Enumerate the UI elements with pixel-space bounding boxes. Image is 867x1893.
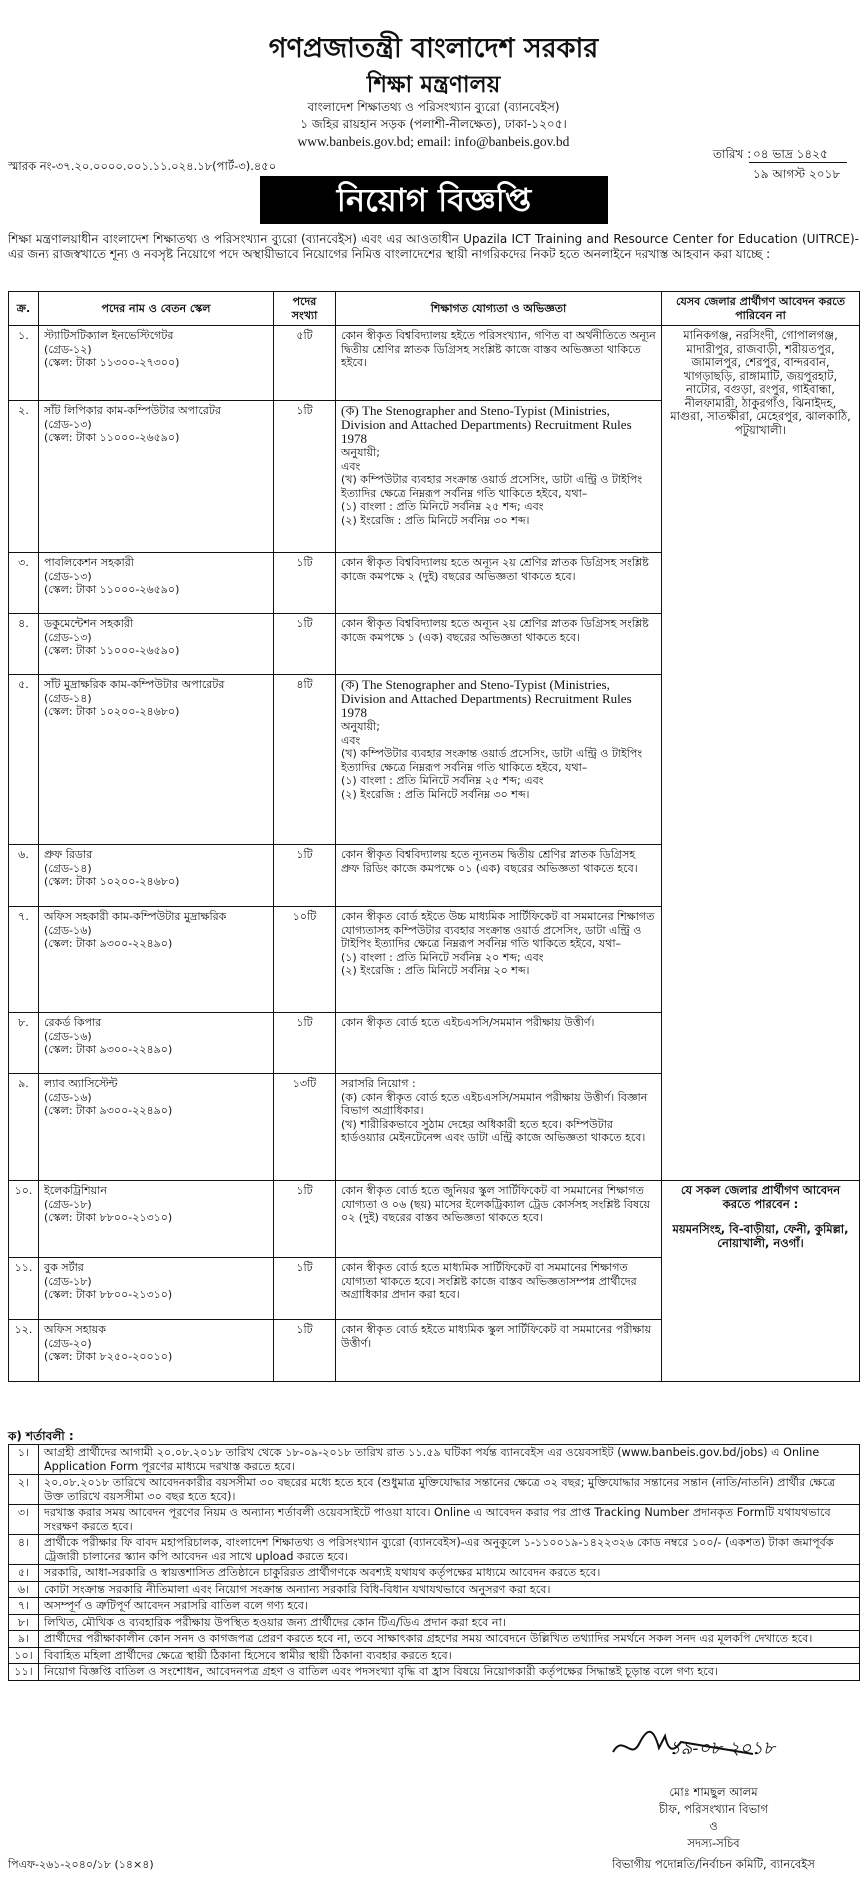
date-label: তারিখ : [713, 147, 752, 161]
condition-row [9, 1631, 860, 1648]
post-grade: (গ্রেড-১৩) [44, 630, 92, 644]
qualification: কোন স্বীকৃত বিশ্ববিদ্যালয় হতে ন্যূনতম দ্বিতীয় শ্রেণির স্নাতক ডিগ্রিসহ প্রুফ রিডিং কাজে কমপক্ষে ০১ (এক) বছরের অভিজ্ঞতা থাকতে হবে। [336, 845, 662, 907]
condition-text: নিয়োগ বিজ্ঞপ্তি বাতিল ও সংশোধন, আবেদনপত্র গ্রহণ ও বাতিল এবং পদসংখ্যা বৃদ্ধি বা হ্রাস বিষয়ে নিয়োগকারী কর্তৃপক্ষের সিদ্ধান্তই চূড়ান্ত বলে গণ্য হবে। [39, 1664, 860, 1681]
serial: ৯. [9, 1074, 39, 1181]
serial: ২. [9, 401, 39, 553]
post-count: ১টি [274, 1181, 336, 1258]
condition-number: ৯। [9, 1631, 39, 1648]
condition-number: ১০। [9, 1647, 39, 1664]
qual-line: (২) ইংরেজি : প্রতি মিনিটে সর্বনিম্ন ২০ শব্দ। [341, 964, 530, 977]
serial: ১. [9, 326, 39, 401]
post-grade: (গ্রেড-১৪) [44, 861, 92, 875]
post-name: ইলেকট্রিশিয়ান [44, 1184, 107, 1197]
bureau-address: ১ জহির রায়হান সড়ক (পলাশী-নীলক্ষেত), ঢাকা-১২০৫। [300, 117, 567, 131]
bureau-name: বাংলাদেশ শিক্ষাতথ্য ও পরিসংখ্যান ব্যুরো (ব্যানবেইস) [307, 100, 560, 114]
post-grade: (গ্রেড-১৮) [44, 1197, 92, 1211]
post-scale: (স্কেল: টাকা ৯৩০০-২২৪৯০) [44, 1104, 173, 1117]
post-name: অফিস সহায়ক [44, 1323, 106, 1336]
post-grade: (গ্রেড-১৮) [44, 1274, 92, 1288]
qual-line: সরাসরি নিয়োগ : [341, 1077, 416, 1090]
post-cell [39, 675, 274, 845]
signatory-committee: বিভাগীয় পদোন্নতি/নির্বাচন কমিটি, ব্যানবেইস [612, 1857, 815, 1871]
post-grade: (গ্রেড-১৩) [44, 569, 92, 583]
post-count: ১টি [274, 553, 336, 614]
qualification: কোন স্বীকৃত বোর্ড হতে জুনিয়র স্কুল সার্টিফিকেট বা সমমানের শিক্ষাগত যোগ্যতা ও ০৬ (ছয়) মাসের ইলেকট্রিক্যাল ট্রেড কোর্সসহ সংশ্লিষ্ট বিষয়ে ০২ (দুই) বছরের বাস্তব অভিজ্ঞতা থাকতে হবে। [336, 1181, 662, 1258]
post-count: ১টি [274, 1320, 336, 1382]
col-count: পদের সংখ্যা [274, 292, 336, 326]
serial: ৭. [9, 907, 39, 1013]
post-scale: (স্কেল: টাকা ১১০০০-২৬৫৯০) [44, 583, 180, 596]
condition-text: লিখিত, মৌখিক ও ব্যবহারিক পরীক্ষায় উপস্থিত হওয়ার জন্য প্রার্থীদের কোন টিএ/ডিএ প্রদান করা হবে না। [39, 1614, 860, 1631]
qual-line: (১) বাংলা : প্রতি মিনিটে সর্বনিম্ন ২৫ শব্দ; এবং [341, 500, 544, 513]
condition-row [9, 1445, 860, 1475]
serial: ১১. [9, 1258, 39, 1320]
post-scale: (স্কেল: টাকা ৮২৫০-২০০১০) [44, 1350, 173, 1363]
post-scale: (স্কেল: টাকা ১১০০০-২৬৫৯০) [44, 431, 180, 444]
post-cell [39, 1181, 274, 1258]
post-cell [39, 401, 274, 553]
post-count: ১টি [274, 401, 336, 553]
condition-number: ৬। [9, 1581, 39, 1598]
post-scale: (স্কেল: টাকা ১১৩০০-২৭৩০০) [44, 356, 180, 369]
condition-text: ২০.০৮.২০১৮ তারিখে আবেদনকারীর বয়সসীমা ৩০ বছরের মধ্যে হতে হবে (শুধুমাত্র মুক্তিযোদ্ধার সন্তানের ক্ষেত্রে ৩২ বছর; মুক্তিযোদ্ধার সন্তানের সন্তান (নাতি/নাতনি) প্রার্থীর ক্ষেত্রে উক্ত তারিখে বয়সসীমা ৩০ বছর হতে হবে)। [39, 1475, 860, 1505]
condition-row [9, 1581, 860, 1598]
qual-line: (১) বাংলা : প্রতি মিনিটে সর্বনিম্ন ২০ শব্দ; এবং [341, 950, 544, 964]
post-scale: (স্কেল: টাকা ৮৮০০-২১৩১০) [44, 1288, 173, 1301]
serial: ৪. [9, 614, 39, 675]
vacancy-table [8, 291, 860, 1382]
qual-line: (২) ইংরেজি : প্রতি মিনিটে সর্বনিম্ন ৩০ শব্দ। [341, 513, 530, 527]
post-name: স্ট্যাটিসটিক্যাল ইনভেস্টিগেটর [44, 329, 174, 342]
conditions-title: ক) শর্তাবলী : [8, 1429, 74, 1443]
notice-page [8, 6, 859, 1887]
post-grade: (গ্রেড-১৬) [44, 923, 92, 937]
post-name: প্রুফ রিডার [44, 848, 93, 861]
post-scale: (স্কেল: টাকা ৮৮০০-২১৩১০) [44, 1211, 173, 1224]
condition-row [9, 1505, 860, 1535]
post-grade: (গ্রেড-২০) [44, 1336, 92, 1350]
post-count: ১৩টি [274, 1074, 336, 1181]
post-name: বুক সর্টার [44, 1261, 84, 1274]
post-name: ল্যাব অ্যাসিস্টেন্ট [44, 1077, 118, 1090]
table-row [9, 326, 860, 401]
qualification: কোন স্বীকৃত বোর্ড হইতে মাধ্যমিক স্কুল সার্টিফিকেট বা সমমানের পরীক্ষায় উত্তীর্ণ। [336, 1320, 662, 1382]
qual-line: (খ) শারীরিকভাবে সুঠাম দেহের অধিকারী হতে হবে। কম্পিউটার হার্ডওয়্যার মেইনটেনেন্স এবং ডাটা এন্ট্রি কাজে অভিজ্ঞতা থাকতে হবে। [341, 1117, 646, 1144]
qual-rules: (ক) The Stenographer and Steno-Typist (Ministries, Division and Attached Departments) Recruitment Rules 1978 [341, 403, 632, 446]
date-divider [749, 162, 847, 163]
condition-number: ৫। [9, 1565, 39, 1582]
post-grade: (গ্রেড-১৬) [44, 1029, 92, 1043]
districts-excluded: মানিকগঞ্জ, নরসিংদী, গোপালগঞ্জ, মাদারীপুর, রাজবাড়ী, শরীয়তপুর, জামালপুর, শেরপুর, বান্দরবান, খাগড়াছড়ি, রাঙ্গামাটি, জয়পুরহাট, নাটোর, বগুড়া, রংপুর, গাইবান্ধা, নীলফামারী, ঠাকুরগাঁও, ঝিনাইদহ, মাগুরা, সাতক্ষীরা, মেহেরপুর, ঝালকাঠি, পটুয়াখালী। [662, 326, 860, 1181]
serial: ৩. [9, 553, 39, 614]
post-scale: (স্কেল: টাকা ১১০০০-২৬৫৯০) [44, 644, 180, 657]
serial: ৬. [9, 845, 39, 907]
post-name: অফিস সহকারী কাম-কম্পিউটার মুদ্রাক্ষরিক [44, 910, 227, 923]
post-grade: (গ্রেড-১৬) [44, 1090, 92, 1104]
post-count: ১০টি [274, 907, 336, 1013]
post-count: ১টি [274, 614, 336, 675]
signatory-role: সদস্য-সচিব [687, 1836, 740, 1850]
post-count: ১টি [274, 1013, 336, 1074]
districts-allowed-cell [662, 1181, 860, 1382]
qual-line: কোন স্বীকৃত বোর্ড হইতে উচ্চ মাধ্যমিক সার্টিফিকেট বা সমমানের শিক্ষাগত যোগ্যতাসহ কম্পিউটার ব্যবহার সংক্রান্ত ওয়ার্ড প্রসেসিং, ডাটা এন্ট্রি ও টাইপিং ইত্যাদির ক্ষেত্রে নিম্নরূপ সর্বনিম্ন গতি থাকিতে হইবে, যথা– [341, 910, 655, 950]
qual-line: (ক) কোন স্বীকৃত বোর্ড হতে এইচএসসি/সমমান পরীক্ষায় উত্তীর্ণ। বিজ্ঞান বিভাগ অগ্রাধিকার। [341, 1090, 648, 1117]
condition-number: ১। [9, 1445, 39, 1475]
condition-text: আগ্রহী প্রার্থীদের আগামী ২০.০৮.২০১৮ তারিখ থেকে ১৮-০৯-২০১৮ তারিখ রাত ১১.৫৯ ঘটিকা পর্যন্ত ব্যানবেইস এর ওয়েবসাইট (www.banbeis.gov.bd/jobs) এ Online Application Form পূরণের মাধ্যমে দরখাস্ত করতে হবে। [39, 1445, 860, 1475]
condition-text: প্রার্থীদের পরীক্ষাকালীন কোন সনদ ও কাগজপত্র প্রেরণ করতে হবে না, তবে সাক্ষাৎকার গ্রহণের সময় আবেদনে উল্লিখিত তথ্যাদির সমর্থনে সকল সনদ এর মূলকপি দেখাতে হবে। [39, 1631, 860, 1648]
post-scale: (স্কেল: টাকা ১০২০০-২৪৬৮০) [44, 875, 180, 888]
post-name: ডকুমেন্টেশন সহকারী [44, 617, 134, 630]
condition-row [9, 1664, 860, 1681]
post-cell [39, 1013, 274, 1074]
post-cell [39, 907, 274, 1013]
post-name: পাবলিকেশন সহকারী [44, 556, 134, 569]
post-cell [39, 1074, 274, 1181]
post-grade: (গ্রেড-১৩) [44, 417, 92, 431]
col-qualification: শিক্ষাগত যোগ্যতা ও অভিজ্ঞতা [336, 292, 662, 326]
qualification: কোন স্বীকৃত বোর্ড হতে মাধ্যমিক সার্টিফিকেট বা সমমানের শিক্ষাগত যোগ্যতা থাকতে হবে। সংশ্লিষ্ট কাজে বাস্তব অভিজ্ঞতাসম্পন্ন প্রার্থীদের অগ্রাধিকার প্রদান করা হবে। [336, 1258, 662, 1320]
table-header-row [9, 292, 860, 326]
qual-rules: (ক) The Stenographer and Steno-Typist (Ministries, Division and Attached Departments) Recruitment Rules 1978 [341, 677, 632, 720]
condition-text: কোটা সংক্রান্ত সরকারি নীতিমালা এবং নিয়োগ সংক্রান্ত অন্যান্য সরকারি বিধি-বিধান যথাযথভাবে অনুসরণ করা হবে। [39, 1581, 860, 1598]
qualification [336, 907, 662, 1013]
post-cell [39, 1320, 274, 1382]
qualification: কোন স্বীকৃত বিশ্ববিদ্যালয় হইতে পরিসংখ্যান, গণিত বা অর্থনীতিতে অন্যূন দ্বিতীয় শ্রেণির স্নাতক ডিগ্রিসহ সংশ্লিষ্ট কাজে বাস্তব অভিজ্ঞতা থাকিতে হইবে। [336, 326, 662, 401]
condition-number: ৩। [9, 1505, 39, 1535]
qual-line: এবং [341, 459, 361, 473]
website-email: www.banbeis.gov.bd; email: info@banbeis.gov.bd [297, 134, 570, 149]
qual-line: এবং [341, 733, 361, 747]
post-scale: (স্কেল: টাকা ৯৩০০-২২৪৯০) [44, 1043, 173, 1056]
condition-text: সরকারি, আধা-সরকারি ও স্বায়ত্তশাসিত প্রতিষ্ঠানে চাকুরিরত প্রার্থীগণকে অবশ্যই যথাযথ কর্তৃপক্ষের মাধ্যমে আবেদন করতে হবে। [39, 1565, 860, 1582]
serial: ১২. [9, 1320, 39, 1382]
post-name: সাঁট লিপিকার কাম-কম্পিউটার অপারেটর [44, 404, 221, 417]
condition-number: ৪। [9, 1535, 39, 1565]
condition-row [9, 1535, 860, 1565]
post-name: সাঁট মুদ্রাক্ষরিক কাম-কম্পিউটার অপারেটর [44, 678, 225, 691]
post-cell [39, 1258, 274, 1320]
condition-number: ২। [9, 1475, 39, 1505]
qual-line: অনুযায়ী; [341, 720, 380, 733]
condition-number: ৭। [9, 1598, 39, 1615]
table-row [9, 1181, 860, 1258]
post-grade: (গ্রেড-১২) [44, 342, 92, 356]
qual-line: (১) বাংলা : প্রতি মিনিটে সর্বনিম্ন ২৫ শব্দ; এবং [341, 774, 544, 787]
condition-row [9, 1647, 860, 1664]
col-post: পদের নাম ও বেতন স্কেল [39, 292, 274, 326]
notice-title: নিয়োগ বিজ্ঞপ্তি [260, 176, 608, 224]
post-count: ১টি [274, 1258, 336, 1320]
signatory-name: মোঃ শামছুল আলম [669, 1785, 758, 1799]
qualification [336, 1074, 662, 1181]
districts-allowed-title: যে সকল জেলার প্রার্থীগণ আবেদন করতে পারবেন : [680, 1183, 841, 1211]
qualification: কোন স্বীকৃত বিশ্ববিদ্যালয় হতে অন্যূন ২য় শ্রেণির স্নাতক ডিগ্রিসহ সংশ্লিষ্ট কাজে কমপক্ষে ২ (দুই) বছরের অভিজ্ঞতা থাকতে হবে। [336, 553, 662, 614]
condition-text: দরখাস্ত করার সময় আবেদন পূরণের নিয়ম ও অন্যান্য শর্তাবলী ওয়েবসাইটে পাওয়া যাবে। Online এ আবেদন করার পর প্রাপ্ত Tracking Number প্রদানকৃত Formটি যথাযথভাবে সংরক্ষণ করতে হবে। [39, 1505, 860, 1535]
districts-allowed: ময়মনসিংহ, বি-বাড়ীয়া, ফেনী, কুমিল্লা, নোয়াখালী, নওগাঁ। [672, 1222, 849, 1250]
memo-number: স্মারক নং-৩৭.২০.০০০০.০০১.১১.০২৪.১৮(পার্ট-৩).৪৫০ [8, 159, 277, 173]
ministry-title: শিক্ষা মন্ত্রণালয় [366, 72, 501, 98]
condition-number: ৮। [9, 1614, 39, 1631]
condition-text: প্রার্থীকে পরীক্ষার ফি বাবদ মহাপরিচালক, বাংলাদেশ শিক্ষাতথ্য ও পরিসংখ্যান ব্যুরো (ব্যানবেইস)-এর অনুকূলে ১-১১০০১৯-১৪২২৩২৬ কোড নম্বরে ১০০/- (একশত) টাকা জমাপূর্বক ট্রেজারী চালানের স্ক্যান কপি আবেদন এর সাথে upload করতে হবে। [39, 1535, 860, 1565]
signatory-and: ও [709, 1819, 718, 1833]
col-districts: যেসব জেলার প্রার্থীগণ আবেদন করতে পারিবেন না [662, 292, 860, 326]
qualification: কোন স্বীকৃত বোর্ড হতে এইচএসসি/সমমান পরীক্ষায় উত্তীর্ণ। [336, 1013, 662, 1074]
post-scale: (স্কেল: টাকা ১০২০০-২৪৬৮০) [44, 705, 180, 718]
condition-text: অসম্পূর্ণ ও ত্রুটিপূর্ণ আবেদন সরাসরি বাতিল বলে গণ্য হবে। [39, 1598, 860, 1615]
condition-row [9, 1565, 860, 1582]
qualification: কোন স্বীকৃত বিশ্ববিদ্যালয় হতে অন্যূন ২য় শ্রেণির স্নাতক ডিগ্রিসহ সংশ্লিষ্ট কাজে কমপক্ষে ১ (এক) বছরের অভিজ্ঞতা থাকতে হবে। [336, 614, 662, 675]
condition-row [9, 1598, 860, 1615]
serial: ৮. [9, 1013, 39, 1074]
post-count: ৪টি [274, 675, 336, 845]
qualification [336, 401, 662, 553]
post-name: রেকর্ড কিপার [44, 1016, 102, 1029]
qual-line: অনুযায়ী; [341, 446, 380, 459]
post-cell [39, 326, 274, 401]
date-english: ১৯ আগস্ট ২০১৮ [753, 167, 841, 181]
serial: ৫. [9, 675, 39, 845]
col-serial: ক্র. [9, 292, 39, 326]
qual-line: (খ) কম্পিউটার ব্যবহার সংক্রান্ত ওয়ার্ড প্রসেসিং, ডাটা এন্ট্রি ও টাইপিং ইত্যাদির ক্ষেত্রে নিম্নরূপ সর্বনিম্ন গতি থাকিতে হইবে, যথা– [341, 747, 643, 774]
post-cell [39, 614, 274, 675]
condition-text: বিবাহিত মহিলা প্রার্থীদের ক্ষেত্রে স্থায়ী ঠিকানা হিসেবে স্বামীর স্থায়ী ঠিকানা ব্যবহার করতে হবে। [39, 1647, 860, 1664]
condition-row [9, 1614, 860, 1631]
date-bangla: ০৪ ভাদ্র ১৪২৫ [753, 147, 828, 161]
condition-number: ১১। [9, 1664, 39, 1681]
qual-line: (২) ইংরেজি : প্রতি মিনিটে সর্বনিম্ন ৩০ শব্দ। [341, 787, 530, 801]
condition-row [9, 1475, 860, 1505]
intro-paragraph: শিক্ষা মন্ত্রণালয়াধীন বাংলাদেশ শিক্ষাতথ্য ও পরিসংখ্যান ব্যুরো (ব্যানবেইস) এবং এর আওতাধীন Upazila ICT Training and Resource Center for Education (UITRCE)-এর জন্য রাজস্বখাতে শূন্য ও নবসৃষ্ট নিয়োগে পদে অস্থায়ীভাবে নিয়োগের নিমিত্ত বাংলাদেশের স্থায়ী নাগরিকদের নিকট হতে অনলাইনে দরখাস্ত আহবান করা যাচ্ছে : [8, 232, 859, 261]
qual-line: (খ) কম্পিউটার ব্যবহার সংক্রান্ত ওয়ার্ড প্রসেসিং, ডাটা এন্ট্রি ও টাইপিং ইত্যাদির ক্ষেত্রে নিম্নরূপ সর্বনিম্ন গতি থাকিতে হইবে, যথা– [341, 473, 643, 500]
signature-date: ১৯-০৮-২০১৮ [669, 1738, 775, 1759]
post-cell [39, 845, 274, 907]
post-scale: (স্কেল: টাকা ৯৩০০-২২৪৯০) [44, 937, 173, 950]
signatory-designation: চীফ, পরিসংখ্যান বিভাগ [658, 1802, 769, 1816]
post-count: ৫টি [274, 326, 336, 401]
conditions-table [8, 1444, 860, 1681]
post-count: ১টি [274, 845, 336, 907]
qualification [336, 675, 662, 845]
post-cell [39, 553, 274, 614]
print-reference: পিএফ-২৬১-২০৪০/১৮ (১৪×৪) [8, 1858, 154, 1871]
post-grade: (গ্রেড-১৪) [44, 691, 92, 705]
government-title: গণপ্রজাতন্ত্রী বাংলাদেশ সরকার [268, 33, 599, 64]
serial: ১০. [9, 1181, 39, 1258]
